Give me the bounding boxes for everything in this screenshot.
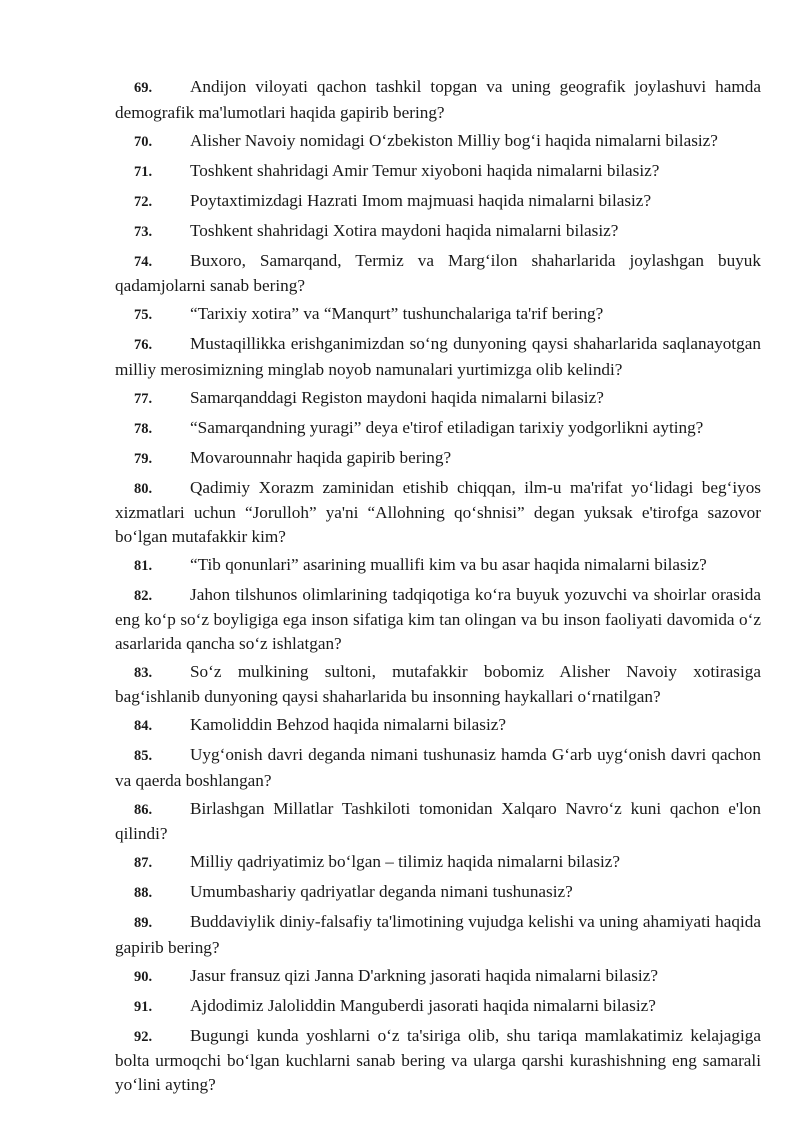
question-text: So‘z mulkining sultoni, mutafakkir bobomiz Alisher Navoiy xotirasiga bag‘ishlanib dunyoning qaysi shaharlarida bu insonning haykallari o‘rnatilgan? [115,661,761,706]
question-text: Birlashgan Millatlar Tashkiloti tomonidan Xalqaro Navro‘z kuni qachon e'lon qilindi? [115,798,761,843]
question-item [115,743,761,792]
question-item [115,386,761,412]
question-number: 76. [134,337,153,353]
question-number: 83. [134,664,153,681]
question-item [115,219,761,245]
question-item [115,660,761,709]
question-number: 81. [134,557,153,574]
question-item [115,994,761,1020]
question-text: Andijon viloyati qachon tashkil topgan va uning geografik joylashuvi hamda demografik ma'lumotlari haqida gapirib bering? [115,77,761,122]
question-text: Toshkent shahridagi Amir Temur xiyoboni haqida nimalarni bilasiz? [190,160,660,180]
question-text: Bugungi kunda yoshlarni o‘z ta'siriga olib, shu tariqa mamlakatimiz kelajagiga bolta urmoqchi bo‘lgan kuchlarni sanab bering va ularga qarshi kurashishning eng samarali yo‘lini ayting? [115,1025,761,1094]
question-number: 84. [134,718,153,734]
question-number: 77. [134,390,153,407]
question-item [115,75,761,124]
question-text: Buxoro, Samarqand, Termiz va Marg‘ilon shaharlarida joylashgan buyuk qadamjolarni sanab bering? [115,250,761,295]
question-number: 86. [134,801,153,818]
question-item [115,964,761,990]
question-number: 89. [134,915,153,931]
question-text: Qadimiy Xorazm zaminidan etishib chiqqan, ilm-u ma'rifat yo‘lidagi beg‘iyos xizmatlari uchun “Jorulloh” ya'ni “Allohning qo‘shnisi” degan yuksak e'tirofga sazovor bo‘lgan mutafakkir kim? [115,477,761,546]
question-text: Movarounnahr haqida gapirib bering? [190,447,452,467]
question-text: “Samarqandning yuragi” deya e'tirof etiladigan tarixiy yodgorlikni ayting? [190,417,704,437]
question-number: 80. [134,480,153,497]
question-number: 72. [134,193,153,210]
question-text: Jahon tilshunos olimlarining tadqiqotiga ko‘ra buyuk yozuvchi va shoirlar orasida eng ko‘p so‘z boyligiga ega inson sifatiga kim tan olingan va bu inson faoliyati davomida o‘z asarlarida qancha so‘z ishlatgan? [115,584,761,653]
question-item [115,159,761,185]
question-number: 79. [134,450,153,467]
question-text: Buddaviylik diniy-falsafiy ta'limotining vujudga kelishi va uning ahamiyati haqida gapirib bering? [115,912,761,957]
question-text: Uyg‘onish davri deganda nimani tushunasiz hamda G‘arb uyg‘onish davri qachon va qaerda boshlangan? [115,745,761,790]
question-item [115,583,761,656]
question-number: 88. [134,885,153,901]
question-item [115,189,761,215]
question-text: Milliy qadriyatimiz bo‘lgan – tilimiz haqida nimalarni bilasiz? [190,852,621,871]
question-item [115,1024,761,1097]
question-number: 75. [134,307,153,323]
question-text: Kamoliddin Behzod haqida nimalarni bilasiz? [190,715,506,734]
question-item [115,553,761,579]
question-item [115,476,761,549]
question-number: 91. [134,998,153,1015]
question-number: 71. [134,163,153,180]
question-text: Toshkent shahridagi Xotira maydoni haqida nimalarni bilasiz? [190,220,619,240]
question-text: Ajdodimiz Jaloliddin Manguberdi jasorati haqida nimalarni bilasiz? [190,995,656,1015]
question-number: 87. [134,855,153,871]
question-number: 78. [134,420,153,437]
question-item [115,129,761,155]
question-number: 73. [134,223,153,240]
question-number: 92. [134,1028,153,1045]
question-item [115,249,761,298]
question-number: 69. [134,80,153,96]
question-item [115,416,761,442]
question-item [115,797,761,846]
question-number: 82. [134,587,153,604]
question-item [115,332,761,381]
question-item [115,713,761,739]
question-item [115,850,761,876]
question-number: 74. [134,253,153,270]
question-text: Mustaqillikka erishganimizdan so‘ng dunyoning qaysi shaharlarida saqlanayotgan milliy merosimizning minglab noyob namunalari yurtimizga olib kelindi? [115,334,761,379]
question-item [115,446,761,472]
question-number: 90. [134,968,153,985]
question-item [115,880,761,906]
question-list [115,75,761,1101]
question-text: Alisher Navoiy nomidagi O‘zbekiston Milliy bog‘i haqida nimalarni bilasiz? [190,130,718,150]
question-text: Umumbashariy qadriyatlar deganda nimani tushunasiz? [190,882,573,901]
question-item [115,910,761,959]
question-item [115,302,761,328]
question-number: 70. [134,133,153,150]
question-text: “Tib qonunlari” asarining muallifi kim va bu asar haqida nimalarni bilasiz? [190,554,707,574]
question-text: “Tarixiy xotira” va “Manqurt” tushunchalariga ta'rif bering? [190,304,604,323]
question-text: Samarqanddagi Registon maydoni haqida nimalarni bilasiz? [190,387,604,407]
question-number: 85. [134,748,153,764]
question-text: Jasur fransuz qizi Janna D'arkning jasorati haqida nimalarni bilasiz? [190,965,658,985]
question-text: Poytaxtimizdagi Hazrati Imom majmuasi haqida nimalarni bilasiz? [190,190,652,210]
